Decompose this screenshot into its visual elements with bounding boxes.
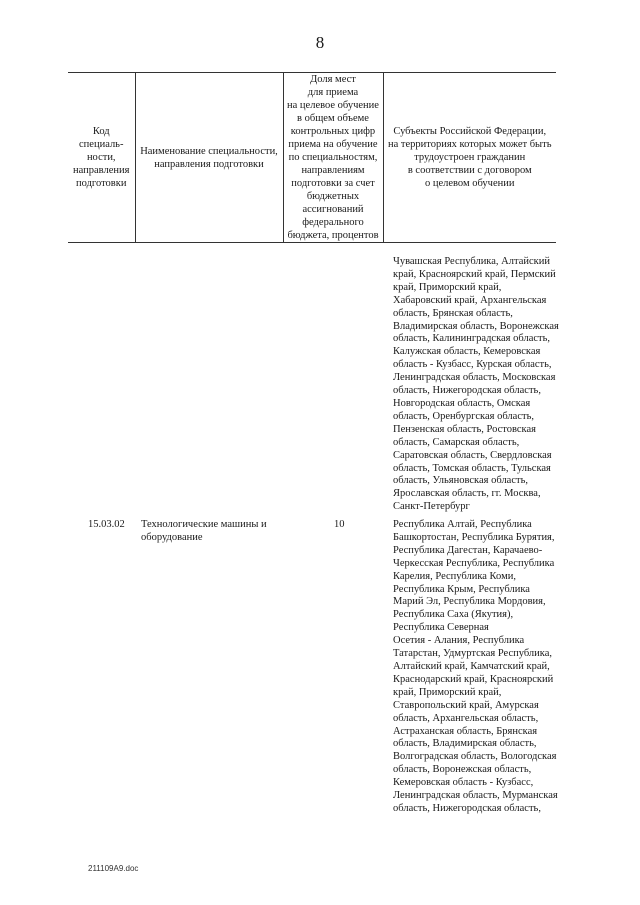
header-name: Наименование специальности, направления подготовки <box>135 73 283 243</box>
header-regions: Субъекты Российской Федерации, на территориях которых может быть трудоустроен гражданин в соответствии с договором о целевом обучении <box>383 73 556 243</box>
table-header <box>68 72 556 243</box>
page-number: 8 <box>315 33 325 52</box>
footer-filename: 211109A9.doc <box>88 864 139 873</box>
continued-regions-list: Чувашская Республика, Алтайский край, Красноярский край, Пермский край, Приморский край, Хабаровский край, Архангельская область, Брянская область, Владимирская область, Воронежская область, Калининградская область, Калужская область, Кемеровская область - Кузбасс, Курская область, Ленинградская область, Московская область, Нижегородская область, Новгородская область, Омская область, Оренбургская область, Пензенская область, Ростовская область, Самарская область, Саратовская область, Свердловская область, Томская область, Тульская область, Ульяновская область, Ярославская область, гг. Москва, Санкт-Петербург <box>393 256 559 513</box>
row-name: Технологические машины и оборудование <box>141 519 267 543</box>
row-code: 15.03.02 <box>88 519 125 530</box>
row-regions-list: Республика Алтай, Республика Башкортостан, Республика Бурятия, Республика Дагестан, Карачаево- Черкесская Республика, Республика Карелия, Республика Коми, Республика Крым, Республика Марий Эл, Республика Мордовия, Республика Саха (Якутия), Республика Северная Осетия - Алания, Республика Татарстан, Удмуртская Республика, Алтайский край, Камчатский край, Краснодарский край, Красноярский край, Приморский край, Ставропольский край, Амурская область, Архангельская область, Астраханская область, Брянская область, Владимирская область, Волгоградская область, Вологодская область, Воронежская область, Кемеровская область - Кузбасс, Ленинградская область, Мурманская область, Нижегородская область, <box>393 519 558 814</box>
header-code: Код специаль- ности, направления подготовки <box>68 73 135 243</box>
header-share: Доля мест для приема на целевое обучение в общем объеме контрольных цифр приема на обучение по специальностям, направлениям подготовки за счет бюджетных ассигнований федерального бюджета, процентов <box>283 73 383 243</box>
row-share: 10 <box>334 519 345 530</box>
